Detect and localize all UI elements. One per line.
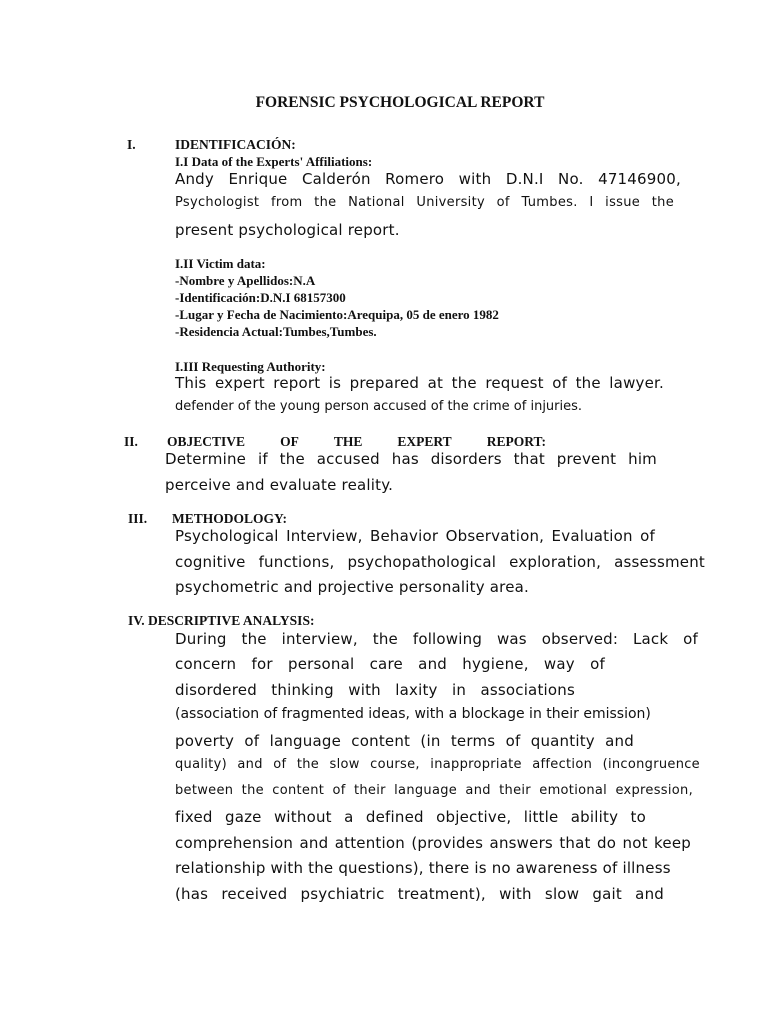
section-number-3: III. xyxy=(128,511,148,526)
experts-line: present psychological report. xyxy=(175,221,400,239)
experts-line: Psychologist from the National University of Tumbes. I issue the xyxy=(175,195,674,210)
analysis-line: concern for personal care and hygiene, way of xyxy=(175,655,605,673)
analysis-line: disordered thinking with laxity in associations xyxy=(175,681,575,699)
victim-subheading: I.II Victim data: xyxy=(175,256,266,271)
experts-subheading: I.I Data of the Experts' Affiliations: xyxy=(175,154,373,169)
section-heading-analysis: IV. DESCRIPTIVE ANALYSIS: xyxy=(128,613,315,628)
victim-line: -Nombre y Apellidos:N.A xyxy=(175,273,316,288)
authority-subheading: I.III Requesting Authority: xyxy=(175,359,326,374)
methodology-line: psychometric and projective personality area. xyxy=(175,578,529,596)
analysis-line: between the content of their language and their emotional expression, xyxy=(175,783,693,798)
section-heading-methodology: METHODOLOGY: xyxy=(172,511,288,526)
experts-line: Andy Enrique Calderón Romero with D.N.I No. 47146900, xyxy=(175,170,681,188)
analysis-line: poverty of language content (in terms of quantity and xyxy=(175,732,634,750)
section-number-1: I. xyxy=(127,137,136,152)
objective-line: perceive and evaluate reality. xyxy=(165,476,394,494)
victim-line: -Lugar y Fecha de Nacimiento:Arequipa, 05 de enero 1982 xyxy=(175,307,499,322)
section-heading-objective: OBJECTIVE OF THE EXPERT REPORT: xyxy=(167,434,546,449)
analysis-line: During the interview, the following was observed: Lack of xyxy=(175,630,698,648)
objective-line: Determine if the accused has disorders that prevent him xyxy=(165,450,657,468)
analysis-line: (association of fragmented ideas, with a blockage in their emission) xyxy=(175,706,651,722)
section-number-2: II. xyxy=(124,434,138,449)
methodology-line: cognitive functions, psychopathological exploration, assessment xyxy=(175,553,705,571)
victim-line: -Residencia Actual:Tumbes,Tumbes. xyxy=(175,324,377,339)
methodology-line: Psychological Interview, Behavior Observation, Evaluation of xyxy=(175,527,655,545)
analysis-line: comprehension and attention (provides answers that do not keep xyxy=(175,834,691,852)
section-heading-identification: IDENTIFICACIÓN: xyxy=(175,137,296,152)
authority-line: This expert report is prepared at the request of the lawyer. xyxy=(175,374,664,392)
analysis-line: (has received psychiatric treatment), with slow gait and xyxy=(175,885,664,903)
report-title: FORENSIC PSYCHOLOGICAL REPORT xyxy=(255,94,545,111)
analysis-line: relationship with the questions), there is no awareness of illness xyxy=(175,859,671,877)
victim-line: -Identificación:D.N.I 68157300 xyxy=(175,290,346,305)
analysis-line: quality) and of the slow course, inappropriate affection (incongruence xyxy=(175,757,700,772)
analysis-line: fixed gaze without a defined objective, little ability to xyxy=(175,808,646,826)
authority-line: defender of the young person accused of the crime of injuries. xyxy=(175,399,583,414)
